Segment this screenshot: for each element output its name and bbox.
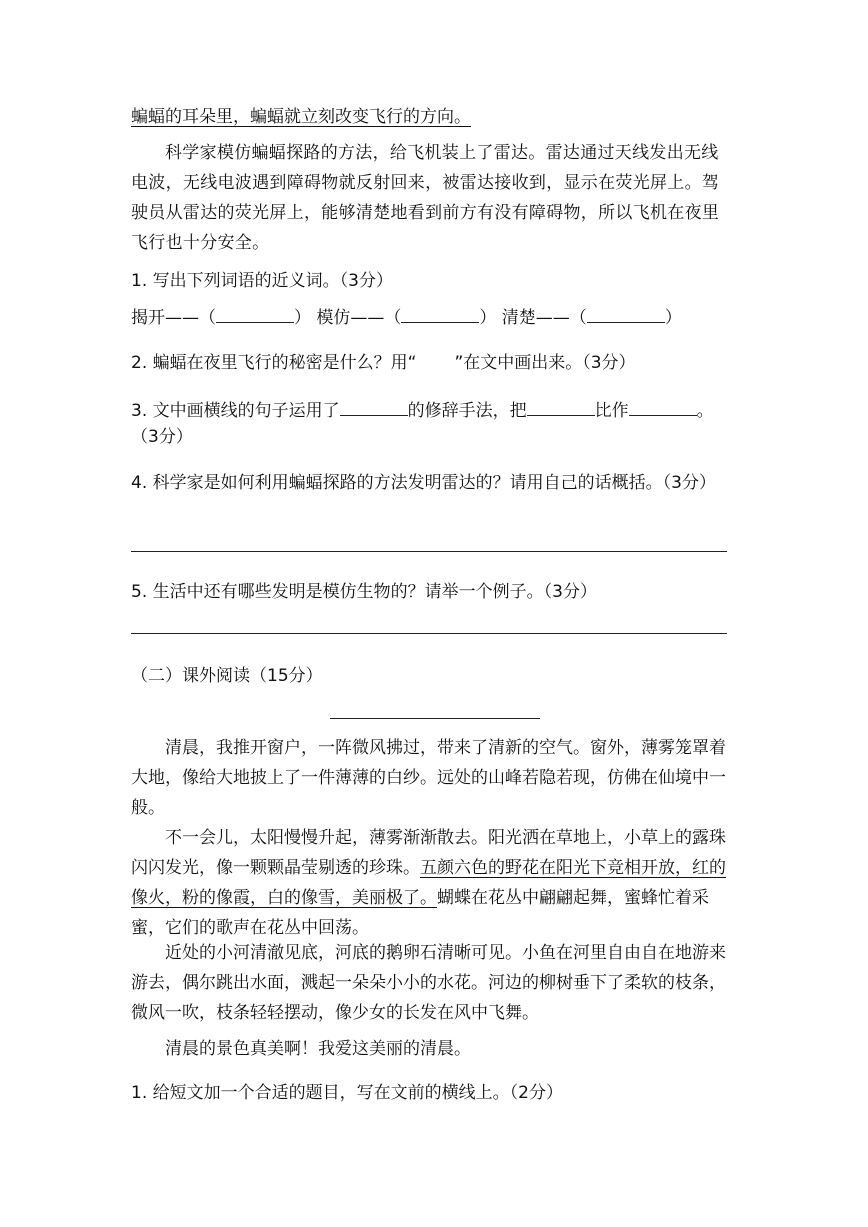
question-2-text-b: ”在文中画出来。（3分）	[454, 353, 636, 373]
synonym-close: ）	[664, 308, 682, 328]
section-heading: （二）课外阅读（15分）	[131, 666, 323, 686]
paragraph-conclusion: 清晨的景色真美啊！我爱这美丽的清晨。	[165, 1039, 471, 1059]
answer-blank-synonym-2[interactable]	[401, 304, 479, 323]
answer-line-q5[interactable]	[131, 633, 727, 634]
question-2-text-a: 2. 蝙蝠在夜里飞行的秘密是什么？用“	[131, 353, 417, 373]
answer-blank-synonym-3[interactable]	[587, 304, 665, 323]
answer-blank-object[interactable]	[527, 397, 595, 416]
question-3-text-b: 的修辞手法，把	[407, 401, 527, 421]
paragraph-sunrise	[131, 823, 727, 943]
answer-blank-compared[interactable]	[629, 397, 697, 416]
synonym-label-1: 揭开——（	[131, 308, 216, 328]
paragraph-sunrise-a: 不一会儿，太阳慢慢升起，薄雾渐渐散去。阳光洒在草地上，小草上的露珠闪闪发光，像一颗颗晶莹剔透的珍珠。	[131, 828, 726, 878]
synonym-label-3: ） 清楚——（	[479, 308, 587, 328]
synonym-label-2: ） 模仿——（	[294, 308, 402, 328]
underlined-sentence: 蝙蝠的耳朵里，蝙蝠就立刻改变飞行的方向。	[131, 107, 471, 127]
question-3-score: （3分）	[131, 427, 193, 447]
answer-blank-rhetoric[interactable]	[340, 397, 408, 416]
question-1: 1. 写出下列词语的近义词。（3分）	[131, 271, 393, 291]
question-3	[131, 397, 714, 424]
question-3-text-d: 。	[696, 401, 714, 421]
paragraph-sunrise-b: 蝴蝶在花丛中翩翩起舞，蜜蜂忙着采蜜，它们的歌声在花丛中回荡。	[131, 888, 709, 938]
question-4: 4. 科学家是如何利用蝙蝠探路的方法发明雷达的？请用自己的话概括。（3分）	[131, 473, 716, 493]
underlined-flowers-sentence: 五颜六色的野花在阳光下竞相开放，红的像火，粉的像霞，白的像雪，美丽极了。	[131, 858, 726, 908]
paragraph-morning-mist: 清晨，我推开窗户，一阵微风拂过，带来了清新的空气。窗外，薄雾笼罩着大地，像给大地披上了一件薄薄的白纱。远处的山峰若隐若现，仿佛在仙境中一般。	[131, 738, 726, 818]
question-5: 5. 生活中还有哪些发明是模仿生物的？请举一个例子。（3分）	[131, 582, 597, 602]
question-1-answers	[131, 304, 682, 331]
answer-blank-synonym-1[interactable]	[216, 304, 294, 323]
question-3-text-c: 比作	[594, 401, 629, 421]
title-answer-line[interactable]	[330, 718, 540, 719]
question-2	[131, 350, 636, 376]
paragraph-river: 近处的小河清澈见底，河底的鹅卵石清晰可见。小鱼在河里自由自在地游来游去，偶尔跳出水面，溅起一朵朵小小的水花。河边的柳树垂下了柔软的枝条，微风一吹，枝条轻轻摆动，像少女的长发在风中飞舞。	[131, 943, 726, 1023]
paragraph-radar: 科学家模仿蝙蝠探路的方法，给飞机装上了雷达。雷达通过天线发出无线电波，无线电波遇到障碍物就反射回来，被雷达接收到，显示在荧光屏上。驾驶员从雷达的荧光屏上，能够清楚地看到前方有没有障碍物，所以飞机在夜里飞行也十分安全。	[131, 143, 720, 253]
question-3-text-a: 3. 文中画横线的句子运用了	[131, 401, 340, 421]
section2-question-1: 1. 给短文加一个合适的题目，写在文前的横线上。（2分）	[131, 1083, 563, 1103]
answer-line-q4[interactable]	[131, 551, 727, 552]
